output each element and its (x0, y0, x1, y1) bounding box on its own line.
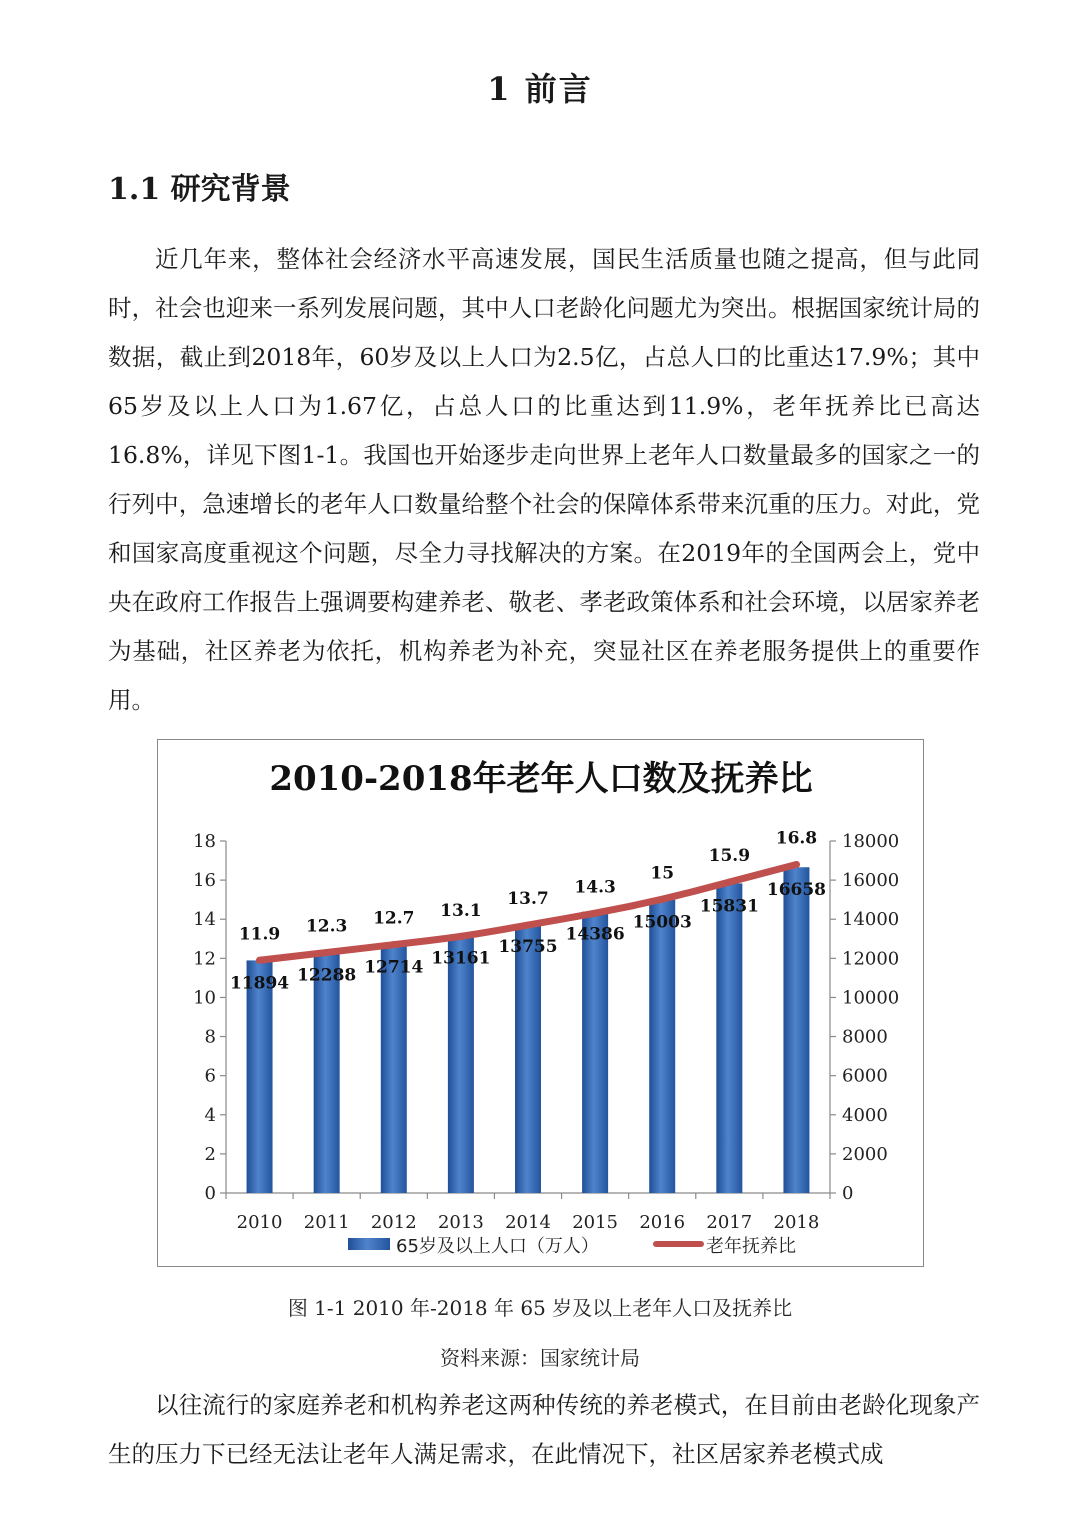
legend-bar-label: 65岁及以上人口（万人） (396, 1236, 599, 1257)
x-tick-label: 2017 (706, 1212, 753, 1233)
figure-caption: 图 1-1 2010 年-2018 年 65 岁及以上老年人口及抚养比 (287, 1296, 793, 1320)
line-value-label: 16.8 (775, 828, 818, 849)
y-right-tick-label: 8000 (842, 1026, 888, 1048)
bar-value-label: 14386 (565, 924, 625, 945)
bar-value-label: 12714 (364, 957, 424, 978)
x-tick-label: 2012 (370, 1212, 417, 1233)
line-point-2012 (390, 941, 397, 948)
bar-2014 (515, 924, 541, 1193)
legend-bar-swatch (348, 1238, 390, 1250)
bar-value-label: 15831 (699, 896, 759, 917)
y-right-tick-label: 12000 (842, 948, 900, 970)
y-left-tick-label: 16 (193, 870, 216, 892)
y-left-tick-label: 4 (204, 1104, 216, 1126)
line-point-2014 (525, 922, 532, 929)
bar-2013 (448, 936, 474, 1193)
x-tick-label: 2016 (639, 1212, 686, 1233)
chart-title: 2010-2018年老年人口数及抚养比 (269, 759, 813, 799)
line-point-2018 (793, 861, 800, 868)
x-tick-label: 2013 (437, 1212, 484, 1233)
bar-2012 (381, 944, 407, 1193)
body-paragraph: 以往流行的家庭养老和机构养老这两种传统的养老模式，在目前由老龄化现象产生的压力下已经无法让老年人满足需求，在此情况下，社区居家养老模式成 (108, 1391, 980, 1468)
y-right-tick-label: 4000 (842, 1104, 888, 1126)
bar-2018 (783, 867, 809, 1193)
line-point-2015 (592, 910, 599, 917)
bar-2010 (247, 960, 273, 1193)
y-right-tick-label: 6000 (842, 1065, 888, 1087)
bar-2015 (582, 912, 608, 1193)
line-point-2016 (659, 896, 666, 903)
line-value-label: 11.9 (238, 924, 281, 945)
section-title: 1.1 研究背景 (108, 172, 291, 207)
bar-2016 (649, 900, 675, 1193)
y-left-tick-label: 0 (204, 1183, 216, 1204)
y-right-tick-label: 16000 (842, 870, 900, 892)
bar-value-label: 13161 (431, 948, 491, 969)
y-left-tick-label: 6 (204, 1065, 216, 1087)
line-value-label: 12.7 (373, 908, 415, 929)
bar-value-label: 15003 (632, 912, 692, 933)
y-left-tick-label: 8 (204, 1026, 216, 1048)
bar-2011 (314, 953, 340, 1193)
line-value-label: 15.9 (708, 846, 751, 867)
y-right-tick-label: 14000 (842, 909, 900, 931)
x-tick-label: 2010 (236, 1212, 283, 1233)
y-left-tick-label: 2 (204, 1143, 216, 1165)
y-right-tick-label: 2000 (842, 1143, 888, 1165)
y-right-tick-label: 10000 (842, 987, 900, 1009)
y-left-tick-label: 10 (193, 987, 216, 1009)
line-value-label: 15 (650, 863, 675, 884)
y-right-tick-label: 18000 (842, 831, 900, 852)
line-value-label: 12.3 (305, 916, 348, 937)
line-point-2017 (726, 879, 733, 886)
legend-line-label: 老年抚养比 (706, 1236, 796, 1257)
line-value-label: 13.7 (507, 889, 549, 910)
bar-value-label: 11894 (229, 973, 290, 994)
figure-source: 资料来源：国家统计局 (440, 1346, 640, 1370)
line-point-2011 (323, 949, 330, 956)
y-left-tick-label: 12 (193, 948, 216, 970)
line-value-label: 13.1 (440, 900, 482, 921)
chart-svg (158, 740, 925, 1268)
line-point-2010 (256, 957, 263, 964)
chart-figure (157, 739, 924, 1267)
bar-2017 (716, 883, 742, 1193)
bar-value-label: 13755 (498, 937, 558, 958)
x-tick-label: 2015 (572, 1212, 619, 1233)
line-value-label: 14.3 (574, 877, 616, 898)
y-right-tick-label: 0 (842, 1183, 854, 1204)
line-point-2013 (457, 933, 464, 940)
bar-value-label: 12288 (297, 965, 357, 986)
y-left-tick-label: 18 (193, 831, 216, 852)
chapter-title: 1 前言 (487, 70, 593, 108)
x-tick-label: 2014 (505, 1212, 551, 1233)
body-paragraph: 近几年来，整体社会经济水平高速发展，国民生活质量也随之提高，但与此同时，社会也迎来一系列发展问题，其中人口老龄化问题尤为突出。根据国家统计局的数据，截止到2018年，60岁及以上人口为2.5亿，占总人口的比重达17.9%；其中65岁及以上人口为1.67亿，占总人口的比重达到11.9%，老年抚养比已高达16.8%，详见下图1-1。我国也开始逐步走向世界上老年人口数量最多的国家之一的行列中，急速增长的老年人口数量给整个社会的保障体系带来沉重的压力。对此，党和国家高度重视这个问题，尽全力寻找解决的方案。在2019年的全国两会上，党中央在政府工作报告上强调要构建养老、敬老、孝老政策体系和社会环境，以居家养老为基础，社区养老为依托，机构养老为补充，突显社区在养老服务提供上的重要作用。 (108, 245, 980, 714)
y-left-tick-label: 14 (193, 909, 216, 931)
bar-value-label: 16658 (766, 880, 827, 901)
x-tick-label: 2018 (773, 1212, 820, 1233)
x-tick-label: 2011 (303, 1212, 350, 1233)
